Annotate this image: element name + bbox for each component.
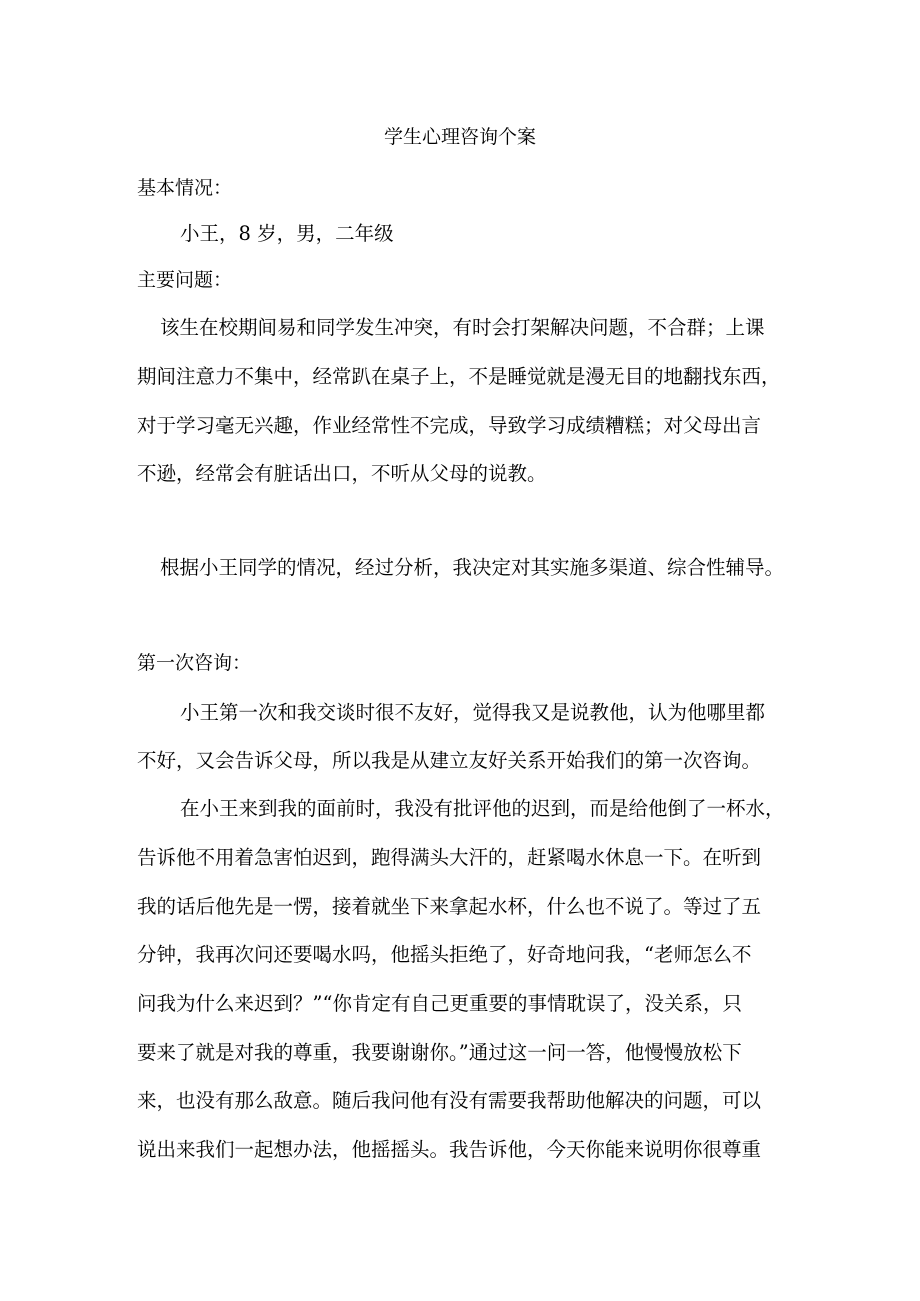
consult-para2-line: 问我为什么来迟到？”“你肯定有自己更重要的事情耽误了，没关系，只 — [137, 992, 742, 1015]
main-problem-line: 不逊，经常会有脏话出口，不听从父母的说教。 — [137, 462, 547, 485]
consult-para2-line: 要来了就是对我的尊重，我要谢谢你。”通过这一问一答，他慢慢放松下 — [137, 1041, 742, 1064]
consult-para2-line: 告诉他不用着急害怕迟到，跑得满头大汗的，赶紧喝水休息一下。在听到 — [137, 846, 762, 869]
plan-paragraph: 根据小王同学的情况，经过分析，我决定对其实施多渠道、综合性辅导。 — [160, 556, 785, 579]
consult-para2-line: 我的话后他先是一愣，接着就坐下来拿起水杯，什么也不说了。等过了五 — [137, 895, 762, 918]
main-problem-line: 对于学习毫无兴趣，作业经常性不完成，导致学习成绩糟糕；对父母出言 — [137, 414, 762, 437]
consult-para2-line: 分钟，我再次问还要喝水吗，他摇头拒绝了，好奇地问我，“老师怎么不 — [137, 943, 752, 966]
basic-info-content: 小王，8 岁，男，二年级 — [180, 222, 394, 245]
main-problem-heading: 主要问题： — [137, 269, 233, 291]
consult-para2-line: 说出来我们一起想办法，他摇摇头。我告诉他，今天你能来说明你很尊重 — [137, 1138, 762, 1161]
consult-para2-line: 在小王来到我的面前时，我没有批评他的迟到，而是给他倒了一杯水， — [180, 797, 785, 820]
first-consult-heading: 第一次咨询： — [137, 652, 252, 674]
consult-para1-line: 不好，又会告诉父母，所以我是从建立友好关系开始我们的第一次咨询。 — [137, 749, 762, 772]
basic-info-heading: 基本情况： — [137, 177, 233, 199]
consult-para1-line: 小王第一次和我交谈时很不友好，觉得我又是说教他，认为他哪里都 — [180, 701, 766, 724]
page-title: 学生心理咨询个案 — [383, 126, 536, 148]
main-problem-line: 该生在校期间易和同学发生冲突，有时会打架解决问题，不合群；上课 — [160, 316, 765, 339]
consult-para2-line: 来，也没有那么敌意。随后我问他有没有需要我帮助他解决的问题，可以 — [137, 1089, 762, 1112]
main-problem-line: 期间注意力不集中，经常趴在桌子上，不是睡觉就是漫无目的地翻找东西， — [137, 365, 781, 388]
